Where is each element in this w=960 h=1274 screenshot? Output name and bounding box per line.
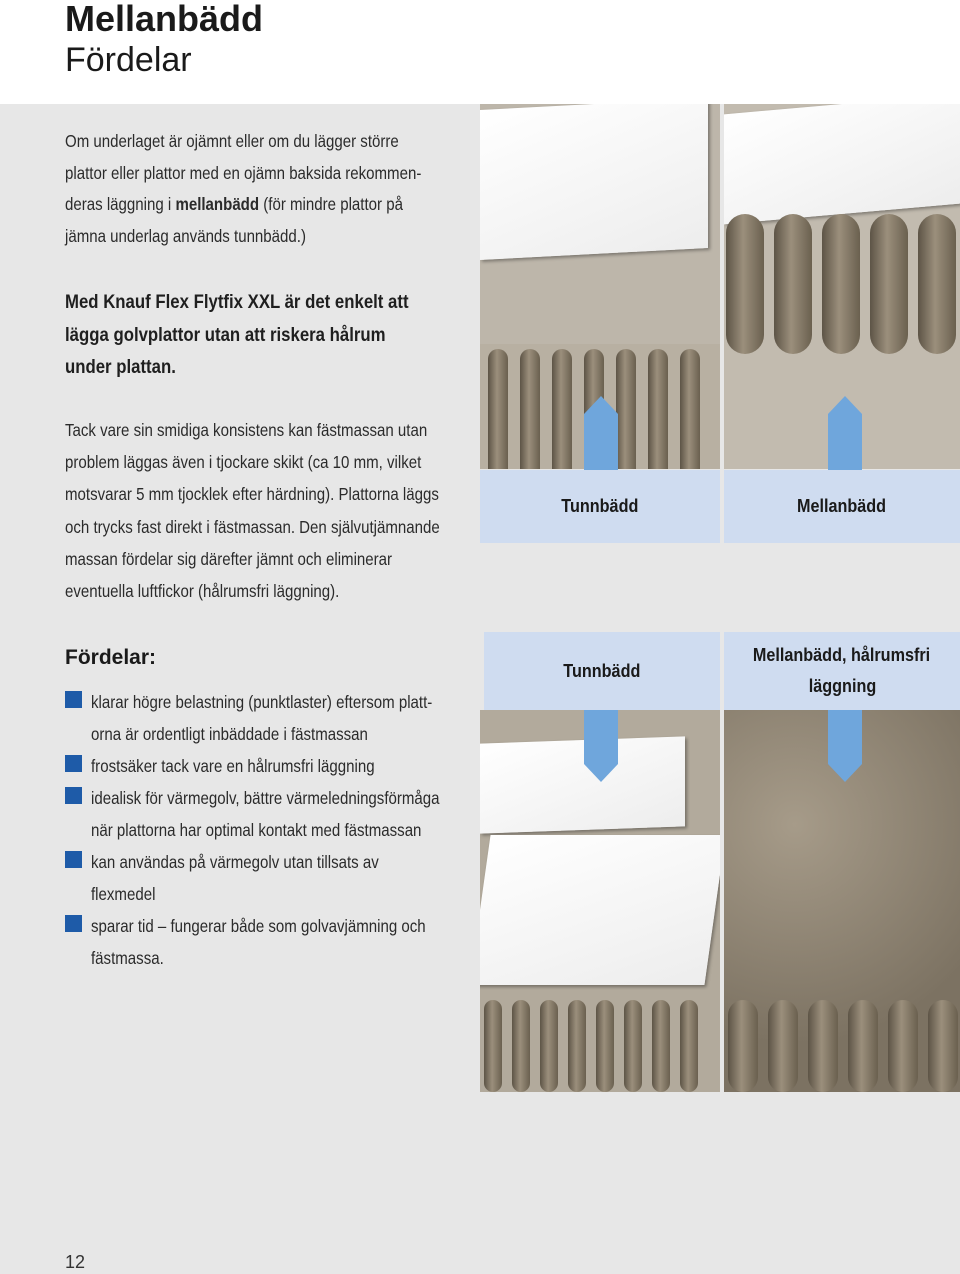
benefit-line: när plattorna har optimal kontakt med fästmassan [91,820,422,840]
lead-line: lägga golvplattor utan att riskera hålrum [65,323,386,346]
intro-paragraph [65,126,421,252]
label-medium-bed [724,470,960,543]
intro-line-end: (för mindre plattor på [259,194,403,214]
tile-image [480,104,708,260]
page-subtitle: Fördelar [65,41,192,79]
bullet-square-icon [65,755,82,772]
intro-line: plattor eller plattor med en ojämn baksida rekommen- [65,162,422,183]
mortar-ridges-image [484,1000,720,1092]
benefit-item [65,782,496,846]
benefit-item [65,686,496,750]
tile-image [480,835,720,985]
arrow-up-icon [828,396,862,470]
label-text: Mellanbädd, hålrumsfri [753,645,931,665]
benefit-text [91,782,440,846]
body-line: och trycks fast direkt i fästmassan. Den självutjämnande [65,516,440,537]
label-text: Tunnbädd [561,496,639,516]
body-line: Tack vare sin smidiga konsistens kan fästmassan utan [65,420,428,440]
body-line: motsvarar 5 mm tjocklek efter härdning). Plattorna läggs [65,484,439,505]
benefit-text [91,910,440,974]
body-line: massan fördelar sig därefter jämnt och eliminerar [65,548,393,569]
intro-line: jämna underlag används tunnbädd.) [65,225,306,246]
benefit-text [91,750,440,782]
tile-image [480,736,685,833]
label-text: Mellanbädd [797,496,887,516]
arrow-down-icon [584,710,618,782]
arrow-down-icon [828,710,862,782]
benefit-item [65,846,496,910]
benefit-line: sparar tid – fungerar både som golvavjämning och [91,916,426,936]
benefits-list [65,686,496,974]
benefit-line: klarar högre belastning (punktlaster) eftersom platt- [91,692,433,712]
benefit-line: kan användas på värmegolv utan tillsats av [91,852,379,872]
label-text: läggning [808,676,876,696]
intro-line-start: deras läggning i [65,194,176,214]
benefit-line: frostsäker tack vare en hålrumsfri läggning [91,756,375,776]
mortar-ridges-image [726,214,960,394]
benefit-line: orna är ordentligt inbäddade i fästmassan [91,724,368,744]
intro-bold-term: mellanbädd [175,194,260,214]
benefit-text [91,846,440,910]
arrow-up-icon [584,396,618,470]
label-thin-bed [480,470,720,543]
benefit-item [65,910,496,974]
benefit-line: idealisk för värmegolv, bättre värmeledningsförmåga [91,788,440,808]
bullet-square-icon [65,787,82,804]
page-header [0,0,960,104]
tile-image [724,104,960,224]
mortar-ridges-image [728,1000,960,1092]
lead-paragraph [65,286,409,384]
bullet-square-icon [65,851,82,868]
page-number: 12 [65,1252,86,1272]
label-thin-bed-bottom [484,632,720,710]
body-line: eventuella luftfickor (hålrumsfri läggning). [65,581,340,602]
label-medium-bed-bottom [724,632,960,710]
page-title: Mellanbädd [65,0,264,39]
benefits-heading: Fördelar: [65,646,157,669]
lead-line: under plattan. [65,356,176,378]
benefit-text [91,686,440,750]
benefit-item [65,750,496,782]
bullet-square-icon [65,915,82,932]
lead-line: Med Knauf Flex Flytfix XXL är det enkelt att [65,291,409,313]
intro-line [65,189,421,221]
body-paragraph [65,414,440,607]
benefit-line: fästmassa. [91,948,164,968]
bullet-square-icon [65,691,82,708]
benefit-line: flexmedel [91,884,156,904]
body-line: problem läggas även i tjockare skikt (ca 10 mm, vilket [65,452,422,473]
intro-line: Om underlaget är ojämnt eller om du lägger större [65,131,399,151]
label-text: Tunnbädd [563,660,641,681]
